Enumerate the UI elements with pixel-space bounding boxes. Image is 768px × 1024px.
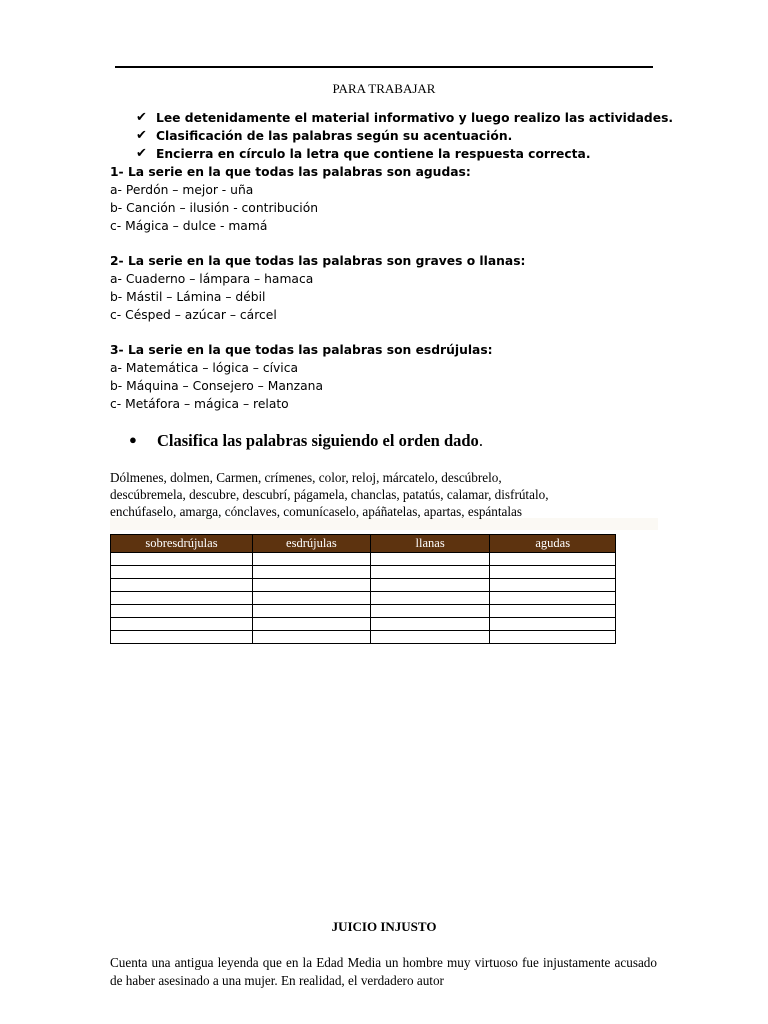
answer-option: b- Máquina – Consejero – Manzana	[110, 379, 323, 393]
table-cell	[252, 605, 370, 618]
word-line: enchúfaselo, amarga, cónclaves, comunícaselo, apáñatelas, apartas, espántalas	[110, 504, 523, 519]
top-rule	[115, 66, 653, 68]
table-row	[111, 618, 616, 631]
instruction-item: ✔ Clasificación de las palabras según su acentuación.	[136, 128, 513, 143]
question-title: 2- La serie en la que todas las palabras son graves o llanas:	[110, 254, 526, 268]
table-cell	[111, 566, 253, 579]
table-header-row	[111, 535, 616, 553]
question-1	[110, 163, 471, 235]
classification-table	[110, 534, 616, 644]
table-row	[111, 592, 616, 605]
instruction-item: ✔ Encierra en círculo la letra que contiene la respuesta correcta.	[136, 146, 591, 161]
bullet-icon: ●	[129, 432, 137, 447]
table-cell	[370, 553, 490, 566]
table-cell	[370, 631, 490, 644]
answer-option: c- Césped – azúcar – cárcel	[110, 308, 277, 322]
table-cell	[111, 592, 253, 605]
table-cell	[490, 605, 616, 618]
word-line: Dólmenes, dolmen, Carmen, crímenes, color, reloj, márcatelo, descúbrelo,	[110, 470, 502, 485]
table-cell	[370, 618, 490, 631]
table-cell	[252, 579, 370, 592]
word-list	[110, 469, 658, 520]
question-title: 1- La serie en la que todas las palabras son agudas:	[110, 165, 471, 179]
column-header-agudas: agudas	[490, 535, 616, 553]
table-cell	[490, 566, 616, 579]
answer-option: a- Cuaderno – lámpara – hamaca	[110, 272, 314, 286]
table-cell	[252, 631, 370, 644]
table-cell	[252, 592, 370, 605]
story-paragraph: Cuenta una antigua leyenda que en la Edad Media un hombre muy virtuoso fue injustamente acusado de haber asesinado a una mujer. En realidad, el verdadero autor	[110, 955, 657, 988]
table-cell	[490, 631, 616, 644]
answer-option: a- Matemática – lógica – cívica	[110, 361, 299, 375]
answer-option: c- Metáfora – mágica – relato	[110, 397, 289, 411]
page-title: PARA TRABAJAR	[332, 81, 436, 96]
table-cell	[111, 579, 253, 592]
table-cell	[111, 605, 253, 618]
table-cell	[370, 579, 490, 592]
checkmark-icon: ✔	[136, 128, 147, 143]
table-cell	[490, 579, 616, 592]
table-cell	[111, 553, 253, 566]
table-cell	[490, 592, 616, 605]
table-cell	[490, 553, 616, 566]
table-cell	[252, 553, 370, 566]
column-header-esdrujulas: esdrújulas	[252, 535, 370, 553]
table-cell	[252, 566, 370, 579]
table-cell	[490, 618, 616, 631]
answer-option: c- Mágica – dulce - mamá	[110, 219, 268, 233]
table-cell	[111, 618, 253, 631]
word-line: descúbremela, descubre, descubrí, págamela, chanclas, patatús, calamar, disfrútalo,	[110, 487, 549, 502]
column-header-sobresdrujulas: sobresdrújulas	[111, 535, 253, 553]
column-header-llanas: llanas	[370, 535, 490, 553]
table-cell	[111, 631, 253, 644]
instruction-list	[136, 109, 673, 163]
answer-option: b- Mástil – Lámina – débil	[110, 290, 266, 304]
checkmark-icon: ✔	[136, 146, 147, 161]
answer-option: a- Perdón – mejor - uña	[110, 183, 254, 197]
instruction-item: ✔ Lee detenidamente el material informativo y luego realizo las actividades.	[136, 110, 674, 125]
answer-option: b- Canción – ilusión - contribución	[110, 201, 319, 215]
question-title: 3- La serie en la que todas las palabras son esdrújulas:	[110, 343, 493, 357]
table-row	[111, 579, 616, 592]
document-page: PARA TRABAJAR ✔ Lee detenidamente el material informativo y luego realizo las actividades. ✔ Clasificación de las palabras según su acentuación. ✔ Encierra en círculo la letra que contiene la respuesta correcta. 1- La serie en la que todas las palabras son agudas: a- Perdón – mejor - uña b- Canción – ilusión - contribución c- Mágica – dulce - mamá 2- La serie en la que todas las palabras son graves o llanas: a- Cuaderno – lámpara – hamaca b- Mástil – Lámina – débil c- Césped – azúcar – cárcel 3- La serie en la que todas las palabras son esdrújulas: a- Matemática – lógica – cívica b- Máquina – Consejero – Manzana c- Metáfora – mágica – relato ● Clasifica las palabras siguiendo el orden dado. Dólmenes, dolmen, Carmen, crímenes, color, reloj, márcatelo, descúbrelo, descúbremela, descubre, descubrí, págamela, chanclas, patatús, calamar, disfrútalo, enchúfaselo, amarga, cónclaves, comunícaselo, apáñatelas, apartas, espántalas sobresdrújulas esdrújulas llanas agudas JUICIO INJUSTO Cuenta una antigua leyenda que en la Edad Media un hombre muy virtuoso fue injustamente acusado de haber asesinado a una mujer. En realidad, el verdadero autor	[0, 0, 768, 1024]
table-row	[111, 631, 616, 644]
table-cell	[370, 605, 490, 618]
table-row	[111, 566, 616, 579]
table-row	[111, 605, 616, 618]
table-cell	[252, 618, 370, 631]
table-cell	[370, 592, 490, 605]
question-3	[110, 341, 493, 413]
story-title: JUICIO INJUSTO	[331, 919, 437, 934]
checkmark-icon: ✔	[136, 110, 147, 125]
question-2	[110, 252, 525, 324]
table-row	[111, 553, 616, 566]
table-cell	[370, 566, 490, 579]
